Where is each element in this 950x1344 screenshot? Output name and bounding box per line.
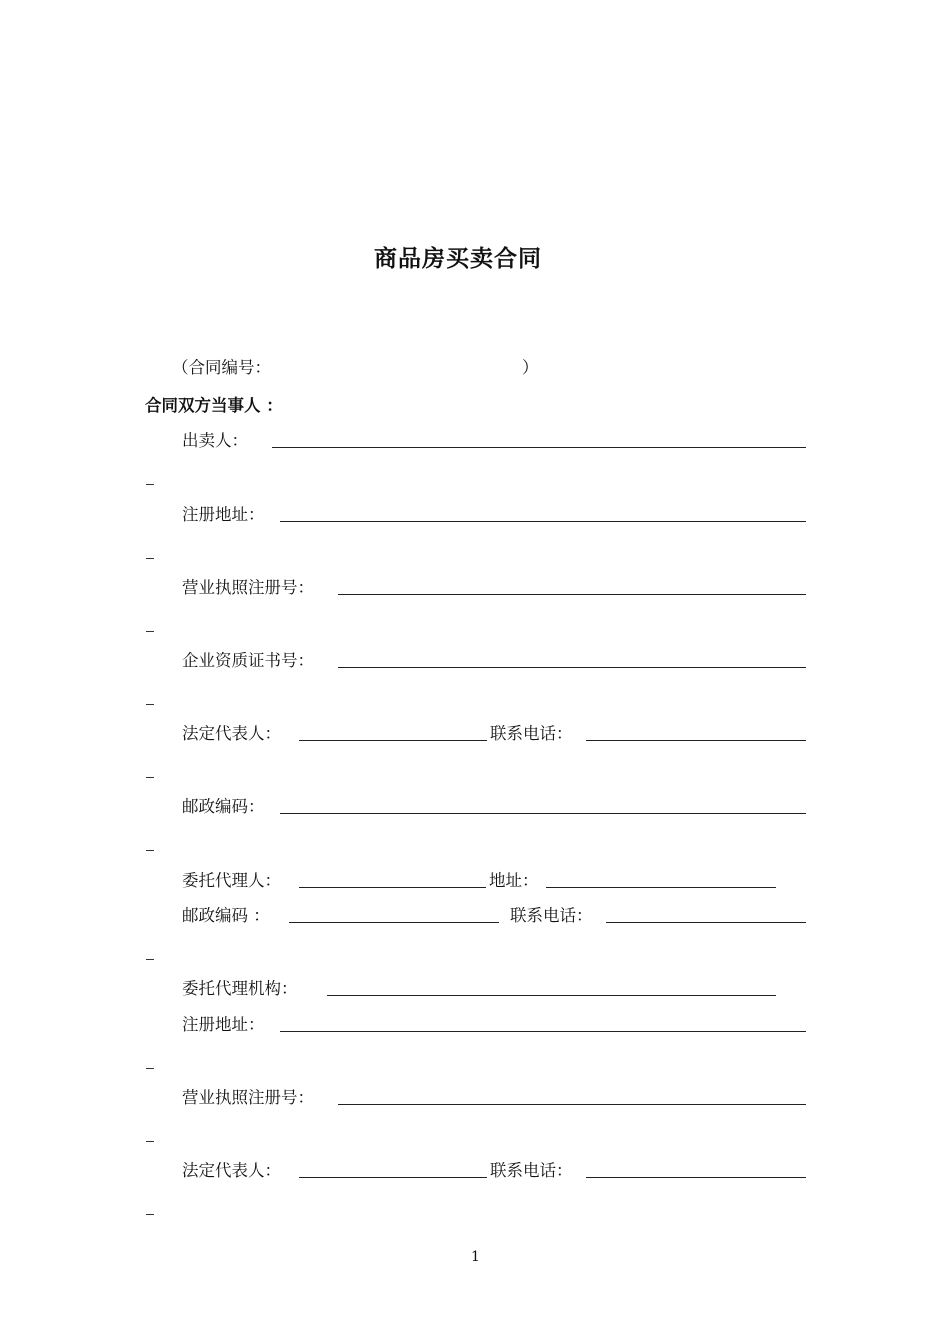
line-continuation-mark	[146, 558, 154, 559]
seller-legal-rep-line[interactable]	[299, 740, 487, 741]
agency-legal-rep-label: 法定代表人：	[182, 1161, 281, 1180]
agent-address-label: 地址：	[489, 871, 539, 890]
seller-label: 出卖人：	[182, 431, 248, 450]
agency-registered-address-line[interactable]	[280, 1031, 806, 1032]
line-continuation-mark	[146, 484, 154, 485]
agency-legal-rep-line[interactable]	[299, 1177, 487, 1178]
contract-number-open: （合同编号：	[172, 358, 271, 377]
line-continuation-mark	[146, 704, 154, 705]
line-continuation-mark	[146, 1068, 154, 1069]
line-continuation-mark	[146, 777, 154, 778]
page-number: 1	[471, 1249, 480, 1265]
seller-phone-label: 联系电话：	[490, 724, 573, 743]
agent-phone-label: 联系电话：	[510, 906, 593, 925]
agency-phone-line[interactable]	[586, 1177, 806, 1178]
line-continuation-mark	[146, 1141, 154, 1142]
seller-qualification-cert-label: 企业资质证书号：	[182, 651, 314, 670]
agent-name-line[interactable]	[299, 887, 486, 888]
seller-business-license-label: 营业执照注册号：	[182, 578, 314, 597]
agency-label: 委托代理机构：	[182, 979, 298, 998]
seller-qualification-cert-line[interactable]	[338, 667, 806, 668]
seller-field-line[interactable]	[272, 447, 806, 448]
line-continuation-mark	[146, 1214, 154, 1215]
seller-registered-address-label: 注册地址：	[182, 505, 265, 524]
agent-address-line[interactable]	[546, 887, 776, 888]
agent-postal-code-label: 邮政编码 ：	[182, 906, 270, 925]
agent-phone-line[interactable]	[606, 922, 806, 923]
agency-name-line[interactable]	[327, 995, 776, 996]
seller-registered-address-line[interactable]	[280, 521, 806, 522]
agent-postal-code-line[interactable]	[289, 922, 499, 923]
parties-heading: 合同双方当事人 ：	[145, 396, 283, 415]
agent-label: 委托代理人：	[182, 871, 281, 890]
agency-business-license-line[interactable]	[338, 1104, 806, 1105]
seller-postal-code-label: 邮政编码：	[182, 797, 265, 816]
seller-phone-line[interactable]	[586, 740, 806, 741]
seller-postal-code-line[interactable]	[280, 813, 806, 814]
seller-business-license-line[interactable]	[338, 594, 806, 595]
seller-legal-rep-label: 法定代表人：	[182, 724, 281, 743]
line-continuation-mark	[146, 631, 154, 632]
document-title: 商品房买卖合同	[374, 245, 542, 272]
line-continuation-mark	[146, 850, 154, 851]
line-continuation-mark	[146, 959, 154, 960]
agency-registered-address-label: 注册地址：	[182, 1015, 265, 1034]
agency-phone-label: 联系电话：	[490, 1161, 573, 1180]
contract-number-close: ）	[522, 358, 539, 377]
agency-business-license-label: 营业执照注册号：	[182, 1088, 314, 1107]
